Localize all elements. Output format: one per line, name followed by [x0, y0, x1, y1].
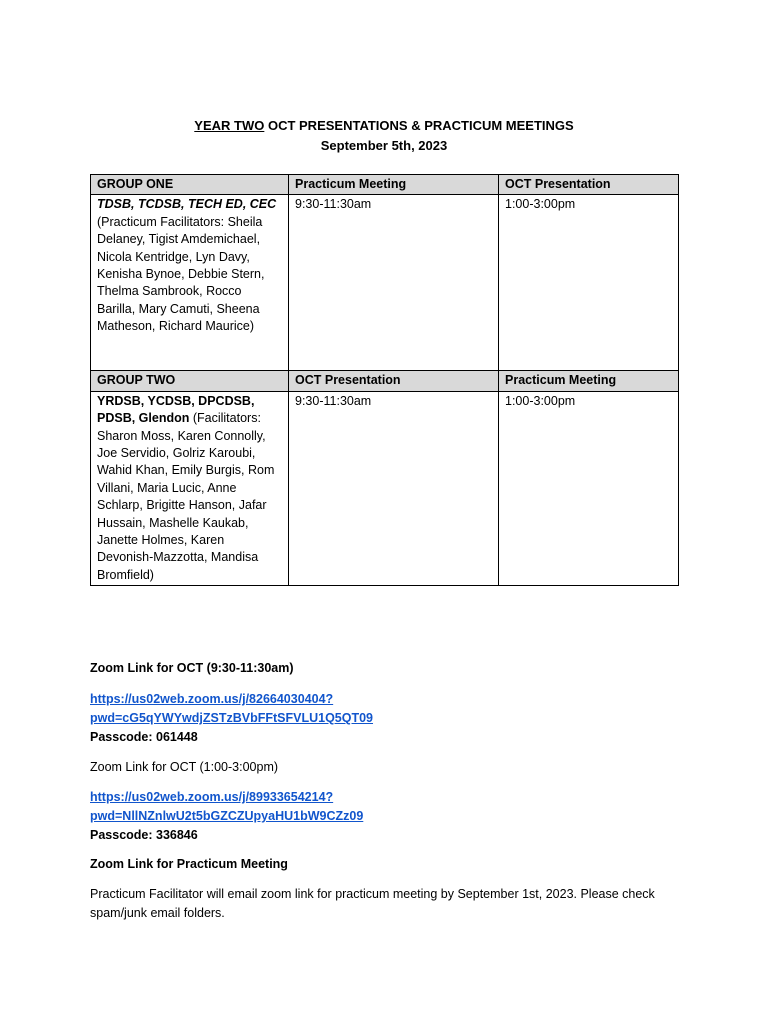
oct-morning-heading: Zoom Link for OCT (9:30-11:30am) — [90, 661, 294, 675]
group-two-label: GROUP TWO — [91, 371, 289, 391]
oct-afternoon-link-line1: https://us02web.zoom.us/j/89933654214? — [90, 790, 334, 804]
group-two-boards: YRDSB, YCDSB, DPCDSB, PDSB, Glendon — [97, 393, 255, 426]
group-one-label: GROUP ONE — [91, 175, 289, 195]
oct-morning-zoom-link[interactable] — [90, 692, 373, 725]
oct-afternoon-zoom-link[interactable] — [90, 790, 363, 823]
group-two-details — [91, 391, 289, 585]
group-two-col2-header: OCT Presentation — [289, 371, 499, 391]
group-two-oct-time: 9:30-11:30am — [289, 391, 499, 585]
group-two-row — [91, 391, 679, 585]
oct-morning-passcode: Passcode: 061448 — [90, 730, 198, 744]
group-one-facilitators: (Practicum Facilitators: Sheila Delaney, Tigist Amdemichael, Nicola Kentridge, Lyn Davy, Kenisha Bynoe, Debbie Stern, Thelma Sambrook, Rocco Barilla, Mary Camuti, Sheena Matheson, Richard Maurice) — [97, 214, 265, 334]
title-rest: OCT PRESENTATIONS & PRACTICUM MEETINGS — [264, 118, 574, 133]
group-one-details — [91, 195, 289, 371]
oct-afternoon-heading: Zoom Link for OCT (1:00-3:00pm) — [90, 760, 279, 774]
oct-afternoon-passcode: Passcode: 336846 — [90, 828, 198, 842]
document-date: September 5th, 2023 — [320, 138, 448, 153]
oct-morning-link-line1: https://us02web.zoom.us/j/82664030404? — [90, 692, 334, 706]
group-one-col2-header: Practicum Meeting — [289, 175, 499, 195]
group-two-practicum-time: 1:00-3:00pm — [499, 391, 679, 585]
title-underlined: YEAR TWO — [194, 118, 265, 133]
group-one-col3-header: OCT Presentation — [499, 175, 679, 195]
group-two-col3-header: Practicum Meeting — [499, 371, 679, 391]
document-title — [0, 118, 768, 133]
oct-morning-link-line2: pwd=cG5qYWYwdjZSTzBVbFFtSFVLU1Q5QT09 — [90, 711, 374, 725]
practicum-note: Practicum Facilitator will email zoom link for practicum meeting by September 1st, 2023. Please check spam/junk email folders. — [90, 887, 655, 920]
group-two-header-row — [91, 371, 679, 391]
schedule-table — [90, 174, 679, 586]
group-two-facilitators: (Facilitators: Sharon Moss, Karen Connolly, Joe Servidio, Golriz Karoubi, Wahid Khan, Emily Burgis, Rom Villani, Maria Lucic, Anne Schlarp, Brigitte Hanson, Jafar Hussain, Mashelle Kaukab, Janette Holmes, Karen Devonish-Mazzotta, Mandisa Bromfield) — [97, 411, 275, 582]
oct-afternoon-link-line2: pwd=NllNZnlwU2t5bGZCZUpyaHU1bW9CZz09 — [90, 809, 364, 823]
oct-afternoon-link-block — [90, 788, 690, 845]
practicum-heading: Zoom Link for Practicum Meeting — [90, 857, 288, 871]
group-one-oct-time: 1:00-3:00pm — [499, 195, 679, 371]
group-one-header-row — [91, 175, 679, 195]
group-one-boards: TDSB, TCDSB, TECH ED, CEC — [97, 197, 277, 212]
group-one-practicum-time: 9:30-11:30am — [289, 195, 499, 371]
oct-morning-link-block — [90, 690, 690, 747]
group-one-row — [91, 195, 679, 371]
